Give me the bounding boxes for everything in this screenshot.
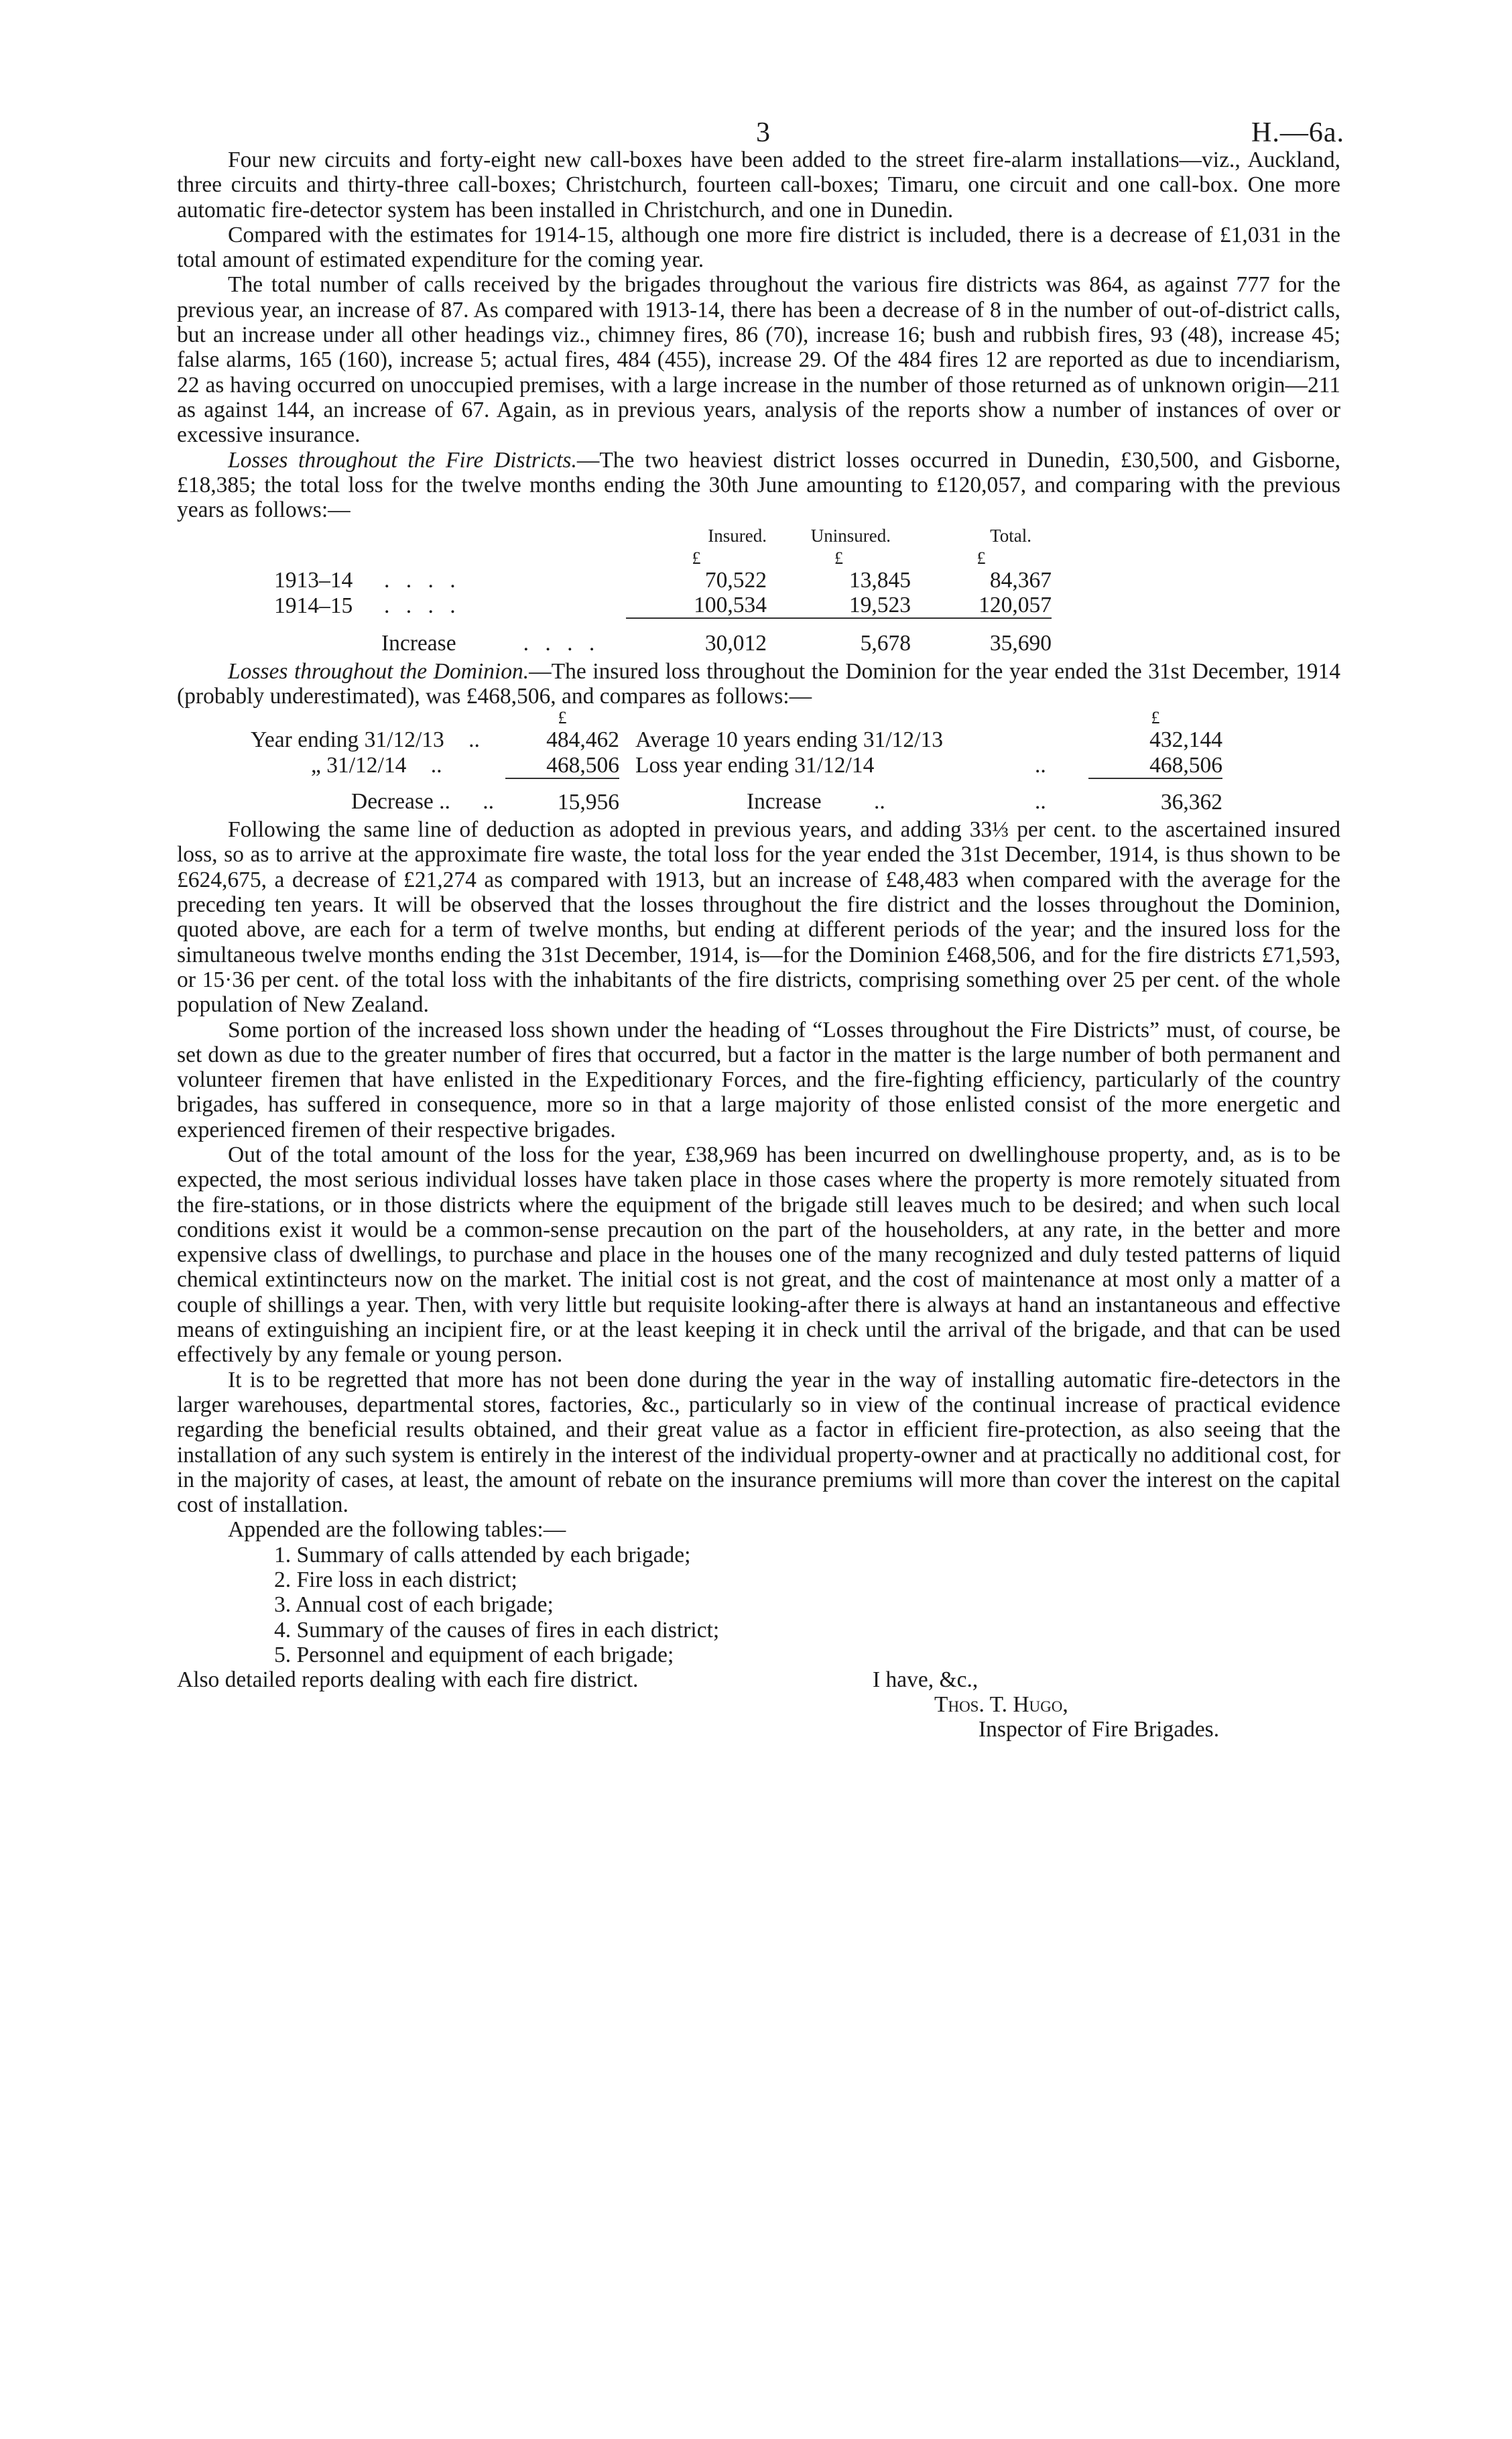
increase-label-text: Increase	[747, 789, 822, 815]
paragraph-dwellinghouse-losses: Out of the total amount of the loss for the year, £38,969 has been incurred on dwellinghouse property, and, as is to be expected, the most serious individual losses have taken place in those cases where the property is more remotely situated from the fire-stations, or in those districts where the equipment of the brigade still leaves much to be desired; and when such local conditions exist it would be a common-sense precaution on the part of the householders, at any rate, in the better and more expensive class of dwellings, to purchase and place in the houses one of the many recognized and duly tested patterns of liquid chemical extintincteurs now on the market. The initial cost is not great, and the cost of maintenance at most only a matter of a couple of shillings a year. Then, with very little but requisite looking-after there is always at hand an instantaneous and effective means of extinguishing an incipient fire, or at the least keeping it in check until the arrival of the brigade, and that can be used effectively by any female or young person.	[177, 1142, 1340, 1368]
leader-dots: ..	[873, 789, 885, 815]
signatory-title: Inspector of Fire Brigades.	[979, 1717, 1220, 1742]
dominion-losses-heading: Losses throughout the Dominion.	[228, 658, 529, 684]
row-right-value: 432,144	[1149, 727, 1222, 753]
row-right-label: Average 10 years ending 31/12/13	[635, 727, 943, 753]
table-row	[274, 593, 1052, 618]
increase-insured: 30,012	[704, 631, 767, 656]
dominion-losses-text: —The insured loss throughout the Dominion for the year ended the 31st December, 1914 (probably underestimated), was £468,506, and compares as follows:—	[177, 658, 1341, 709]
unit-insured: £	[692, 548, 701, 568]
leader-dots: ..	[483, 789, 494, 815]
row-year: 1914–15	[274, 593, 353, 618]
paragraph-enlisted-firemen: Some portion of the increased loss shown under the heading of “Losses throughout the Fire Districts” must, of course, be set down as due to the greater number of fires that occurred, but a factor in the matter is the large number of both permanent and volunteer firemen that have enlisted in the Expeditionary Forces, and the fire-fighting efficiency, particularly of the country brigades, has suffered in consequence, more so in that a large majority of those enlisted consist of the more energetic and experienced firemen of their respective brigades.	[177, 1017, 1340, 1142]
row-insured: 70,522	[704, 567, 767, 593]
decrease-label-text: Decrease ..	[351, 789, 450, 815]
paragraph-calls: The total number of calls received by the brigades throughout the various fire districts was 864, as against 777 for the previous year, an increase of 87. As compared with 1913-14, there has been a decrease of 8 in the number of out-of-district calls, but an increase under all other headings viz., chimney fires, 86 (70), increase 16; bush and rubbish fires, 93 (48), increase 45; false alarms, 165 (160), increase 5; actual fires, 484 (455), increase 29. Of the 484 fires 12 are reported as due to incendiarism, 22 as having occurred on unoccupied premises, with a large increase in the number of those returned as of unknown origin—211 as against 144, an increase of 67. Again, as in previous years, analysis of the reports show a number of instances of over or excessive insurance.	[177, 272, 1340, 448]
document-reference: H.—6a.	[1251, 117, 1344, 148]
leader-dots: . . . .	[523, 630, 601, 656]
header-total: Total.	[990, 526, 1031, 546]
row-label-text: Year ending 31/12/13	[251, 727, 444, 753]
unit-right: £	[1151, 708, 1160, 728]
decrease-value: 15,956	[557, 789, 619, 815]
paragraph-alarm-installations: Four new circuits and forty-eight new call-boxes have been added to the street fire-alarm installations—viz., Auckland, three circuits and thirty-three call-boxes; Christchurch, fourteen call-boxes; Timaru, one circuit and one call-box. One more automatic fire-detector system has been installed in Christchurch, and one in Dunedin.	[177, 147, 1340, 223]
leader-dots: ..	[468, 727, 480, 753]
row-insured: 100,534	[626, 593, 767, 618]
row-value: 484,462	[546, 727, 619, 753]
row-right-label: Loss year ending 31/12/14	[635, 753, 875, 778]
appended-tables-list	[274, 1543, 1340, 1667]
list-item: 5. Personnel and equipment of each brigade;	[274, 1642, 674, 1667]
leader-dots: ..	[1035, 753, 1046, 778]
leader-dots: . . . .	[384, 567, 461, 593]
row-value: 468,506	[505, 753, 619, 778]
paragraph-appended-intro: Appended are the following tables:—	[228, 1517, 566, 1543]
table-row-difference	[251, 778, 1222, 815]
row-total: 120,057	[911, 593, 1052, 618]
page-header	[177, 107, 1344, 148]
decrease-label	[251, 778, 505, 815]
district-losses-table	[274, 524, 1052, 656]
closing-line: Also detailed reports dealing with each fire district.	[177, 1667, 639, 1693]
leader-dots: ..	[1035, 789, 1046, 815]
district-losses-heading: Losses throughout the Fire Districts.	[228, 447, 577, 473]
header-insured: Insured.	[708, 526, 767, 546]
row-label	[251, 727, 505, 752]
table-row	[274, 568, 1052, 593]
row-label-text: „ 31/12/14	[311, 753, 407, 778]
signature-block	[177, 1667, 1340, 1761]
unit-uninsured: £	[834, 548, 843, 568]
page-number: 3	[756, 117, 770, 148]
leader-dots: ..	[430, 753, 442, 778]
paragraph-fire-detectors: It is to be regretted that more has not been done during the year in the way of installing automatic fire-detectors in the larger warehouses, departmental stores, factories, &c., particularly so in view of the continual increase of practical evidence regarding the beneficial results obtained, and their great value as a factor in efficient fire-protection, as also seeing that the installation of any such system is entirely in the interest of the individual property-owner and at practically no additional cost, for in the majority of cases, at least, the amount of rebate on the insurance premiums will more than cover the interest on the capital cost of installation.	[177, 1367, 1340, 1518]
table-row	[251, 753, 1222, 778]
increase-label	[274, 618, 626, 656]
increase-label	[619, 778, 1035, 815]
unit-total: £	[976, 548, 986, 568]
dominion-losses-table	[251, 709, 1222, 815]
table-row-increase	[274, 618, 1052, 656]
increase-value: 36,362	[1160, 789, 1222, 815]
header-uninsured: Uninsured.	[810, 526, 891, 546]
closing-regards: I have, &c.,	[873, 1667, 979, 1693]
paragraph-estimates: Compared with the estimates for 1914-15, although one more fire district is included, there is a decrease of £1,031 in the total amount of estimated expenditure for the coming year.	[177, 222, 1340, 273]
row-label	[251, 753, 505, 778]
unit-left: £	[558, 708, 567, 728]
row-year: 1913–14	[274, 567, 353, 593]
row-uninsured: 19,523	[767, 593, 911, 618]
list-item: 3. Annual cost of each brigade;	[274, 1592, 554, 1618]
list-item: 4. Summary of the causes of fires in each district;	[274, 1617, 720, 1643]
row-total: 84,367	[989, 567, 1052, 593]
document-page	[177, 107, 1344, 1761]
paragraph-dominion-losses	[177, 659, 1340, 709]
increase-uninsured: 5,678	[860, 631, 911, 656]
district-losses-text: —The two heaviest district losses occurred in Dunedin, £30,500, and Gisborne, £18,385; the total loss for the twelve months ending the 30th June amounting to £120,057, and comparing with the previous years as follows:—	[177, 447, 1340, 523]
paragraph-district-losses	[177, 448, 1340, 523]
signatory-name: Thos. T. Hugo,	[934, 1692, 1068, 1718]
list-item: 2. Fire loss in each district;	[274, 1567, 517, 1593]
increase-label-text: Increase	[381, 630, 456, 656]
increase-total: 35,690	[989, 631, 1052, 656]
table-row	[251, 727, 1222, 752]
leader-dots: . . . .	[384, 593, 461, 618]
paragraph-fire-waste: Following the same line of deduction as adopted in previous years, and adding 33⅓ per cent. to the ascertained insured loss, so as to arrive at the approximate fire waste, the total loss for the year ended the 31st December, 1914, is thus shown to be £624,675, a decrease of £21,274 as compared with 1913, but an increase of £48,483 when compared with the average for the preceding ten years. It will be observed that the losses throughout the fire district and the losses throughout the Dominion, quoted above, are each for a term of twelve months, but ending at different periods of the year; and the insured loss for the simultaneous twelve months ending the 31st December, 1914, is—for the Dominion £468,506, and for the fire districts £71,593, or 15·36 per cent. of the total loss with the inhabitants of the fire districts, comprising something over 25 per cent. of the whole population of New Zealand.	[177, 817, 1340, 1018]
list-item: 1. Summary of calls attended by each brigade;	[274, 1542, 691, 1567]
row-right-value: 468,506	[1088, 753, 1222, 778]
row-uninsured: 13,845	[848, 567, 911, 593]
